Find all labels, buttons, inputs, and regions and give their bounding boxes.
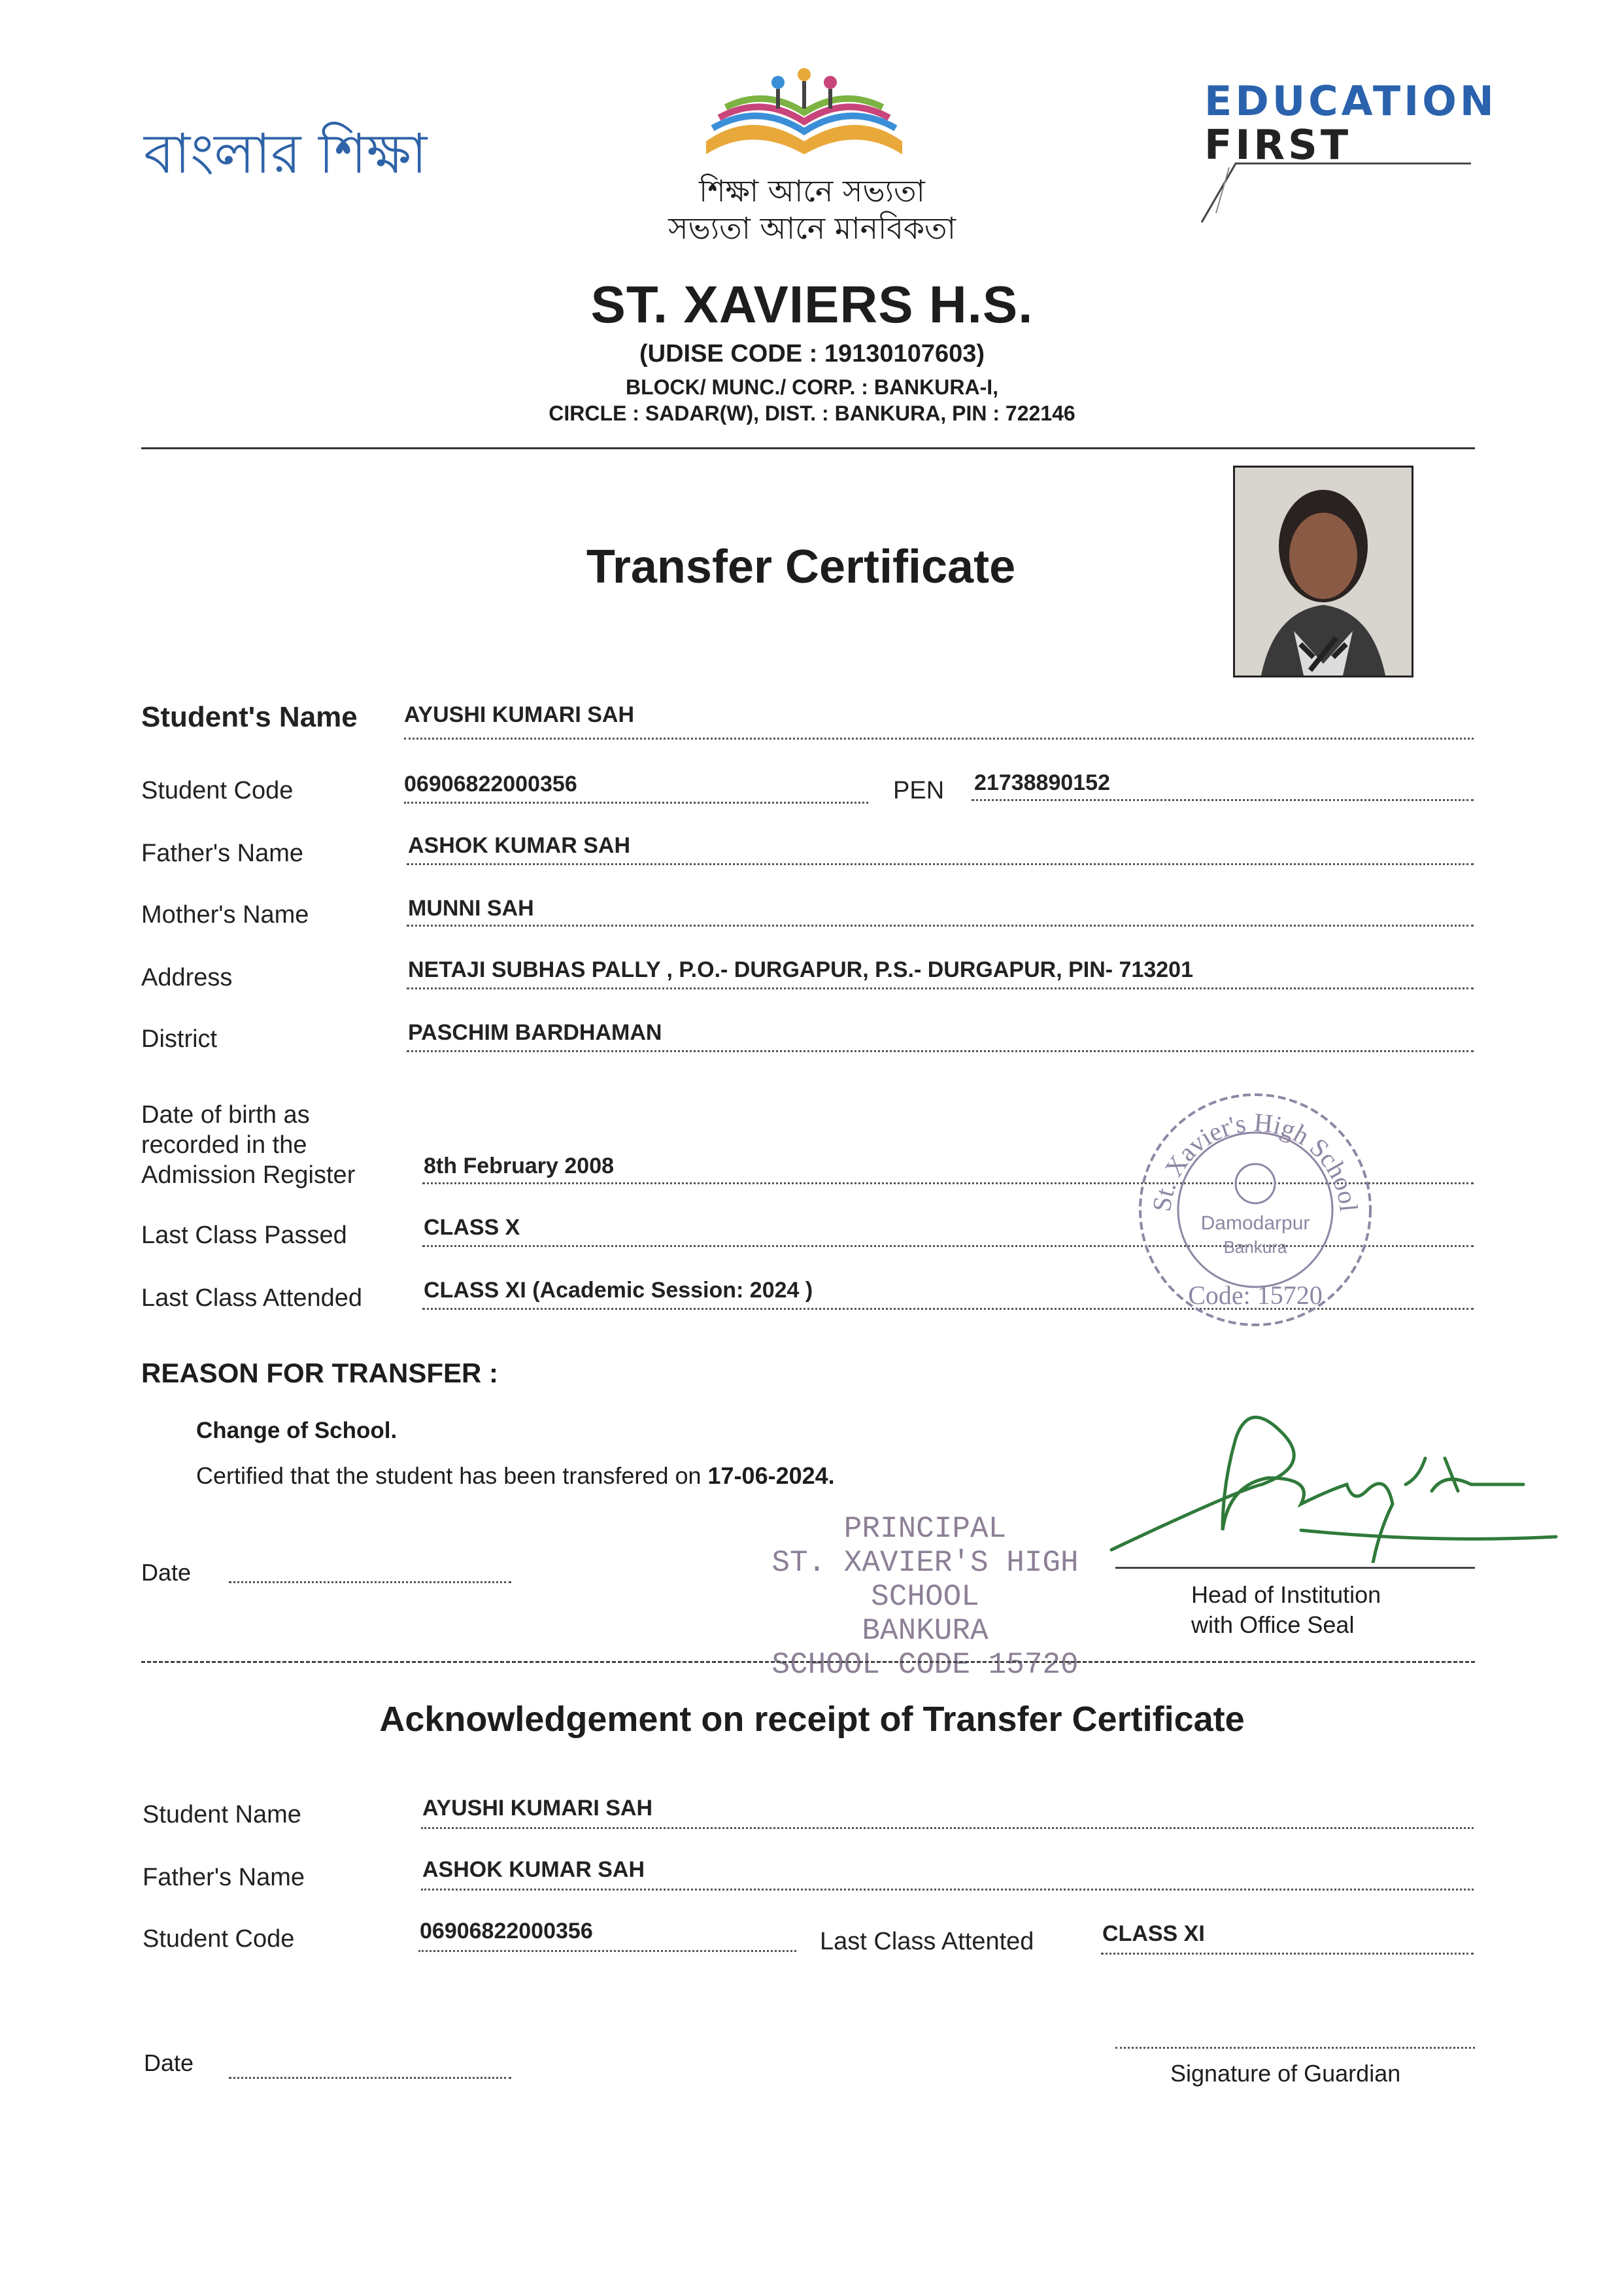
education-first-line1: EDUCATION (1204, 77, 1497, 125)
date-line (229, 1581, 511, 1583)
pen-stroke-icon (1196, 154, 1478, 226)
student-name-label: Student's Name (141, 701, 358, 733)
dob-label-line2: recorded in the (141, 1131, 307, 1159)
ack-student-name-value: AYUSHI KUMARI SAH (422, 1796, 653, 1821)
section-separator (141, 1661, 1475, 1663)
education-first-line2: FIRST (1204, 121, 1352, 169)
district-line (407, 1050, 1474, 1052)
seal-top-text: St. Xavier's High School (1146, 1107, 1364, 1214)
slogan-line-2: সভ্যতা আনে মানবিকতা (668, 211, 956, 246)
seal-middle-text: Damodarpur (1200, 1212, 1310, 1234)
student-photo (1233, 466, 1413, 677)
certificate-title: Transfer Certificate (586, 541, 1016, 593)
principal-stamp-line4: SCHOOL CODE 15720 (771, 1648, 1079, 1682)
ack-last-class-line (1101, 1953, 1474, 1955)
circle-line: CIRCLE : SADAR(W), DIST. : BANKURA, PIN : 722146 (549, 402, 1075, 425)
principal-signature (1105, 1393, 1576, 1563)
ack-student-name-label: Student Name (143, 1801, 301, 1828)
address-line (407, 987, 1474, 989)
seal-sub-text: Bankura (1223, 1237, 1287, 1257)
ack-father-name-value: ASHOK KUMAR SAH (422, 1857, 645, 1882)
address-label: Address (141, 964, 233, 991)
principal-stamp (732, 1512, 1118, 1682)
reason-value: Change of School. (196, 1418, 398, 1443)
seal-code-text: Code: 15720 (1188, 1280, 1323, 1310)
address-value: NETAJI SUBHAS PALLY , P.O.- DURGAPUR, P.S.- DURGAPUR, PIN- 713201 (408, 957, 1193, 982)
student-code-label: Student Code (141, 777, 294, 804)
student-code-line (404, 802, 868, 804)
dob-label (141, 1100, 355, 1190)
banglar-shiksha-logo: বাংলার শিক্ষা (144, 122, 428, 186)
block-line: BLOCK/ MUNC./ CORP. : BANKURA-I, (625, 375, 999, 399)
principal-stamp-line2: ST. XAVIER'S HIGH SCHOOL (771, 1546, 1079, 1614)
mother-name-value: MUNNI SAH (408, 896, 534, 921)
father-name-label: Father's Name (141, 840, 304, 867)
last-class-passed-label: Last Class Passed (141, 1222, 347, 1249)
principal-stamp-line1: PRINCIPAL (843, 1512, 1007, 1546)
principal-stamp-line3: BANKURA (862, 1614, 989, 1648)
header-divider (141, 447, 1475, 449)
reason-heading: REASON FOR TRANSFER : (141, 1358, 498, 1388)
pen-line (972, 799, 1474, 801)
student-name-line (404, 738, 1474, 740)
udise-code: (UDISE CODE : 19130107603) (639, 340, 985, 368)
last-class-attended-label: Last Class Attended (141, 1284, 362, 1312)
student-name-value: AYUSHI KUMARI SAH (404, 702, 635, 727)
certified-text: Certified that the student has been transfered on (196, 1462, 708, 1489)
ack-student-code-value: 06906822000356 (420, 1919, 593, 1943)
district-label: District (141, 1025, 218, 1053)
ack-student-code-line (418, 1950, 796, 1952)
pen-value: 21738890152 (974, 770, 1111, 795)
dob-value: 8th February 2008 (424, 1154, 615, 1178)
student-code-value: 06906822000356 (404, 772, 577, 796)
head-of-institution (1191, 1580, 1381, 1640)
signature-line (1115, 1567, 1475, 1569)
school-name: ST. XAVIERS H.S. (590, 275, 1034, 334)
date-label: Date (141, 1559, 192, 1586)
ack-student-code-label: Student Code (143, 1925, 295, 1953)
father-name-line (407, 863, 1474, 865)
slogan-line-1: শিক্ষা আনে সভ্যতা (699, 173, 925, 209)
mother-name-label: Mother's Name (141, 901, 309, 929)
head-of-institution-line1: Head of Institution (1191, 1581, 1381, 1608)
dob-label-line1: Date of birth as (141, 1101, 310, 1129)
ack-father-name-label: Father's Name (143, 1864, 305, 1891)
book-emblem-icon (693, 63, 915, 167)
guardian-signature-line (1115, 2047, 1475, 2049)
father-name-value: ASHOK KUMAR SAH (408, 833, 630, 858)
transfer-date: 17-06-2024. (707, 1462, 835, 1489)
pen-label: PEN (893, 777, 945, 804)
ack-student-name-line (421, 1827, 1474, 1829)
last-class-attended-value: CLASS XI (Academic Session: 2024 ) (424, 1278, 813, 1303)
ack-last-class-label: Last Class Attented (820, 1928, 1034, 1955)
last-class-passed-value: CLASS X (424, 1215, 520, 1240)
certified-statement (196, 1462, 835, 1490)
district-value: PASCHIM BARDHAMAN (408, 1020, 662, 1045)
head-of-institution-line2: with Office Seal (1191, 1611, 1355, 1638)
ack-date-line (229, 2077, 511, 2079)
school-seal-stamp (1131, 1086, 1379, 1334)
acknowledgement-title: Acknowledgement on receipt of Transfer Certificate (379, 1700, 1245, 1739)
ack-father-name-line (421, 1889, 1474, 1891)
ack-date-label: Date (144, 2049, 194, 2076)
ack-last-class-value: CLASS XI (1102, 1921, 1205, 1946)
mother-name-line (407, 925, 1474, 927)
guardian-signature-label: Signature of Guardian (1170, 2060, 1401, 2087)
dob-label-line3: Admission Register (141, 1161, 356, 1189)
